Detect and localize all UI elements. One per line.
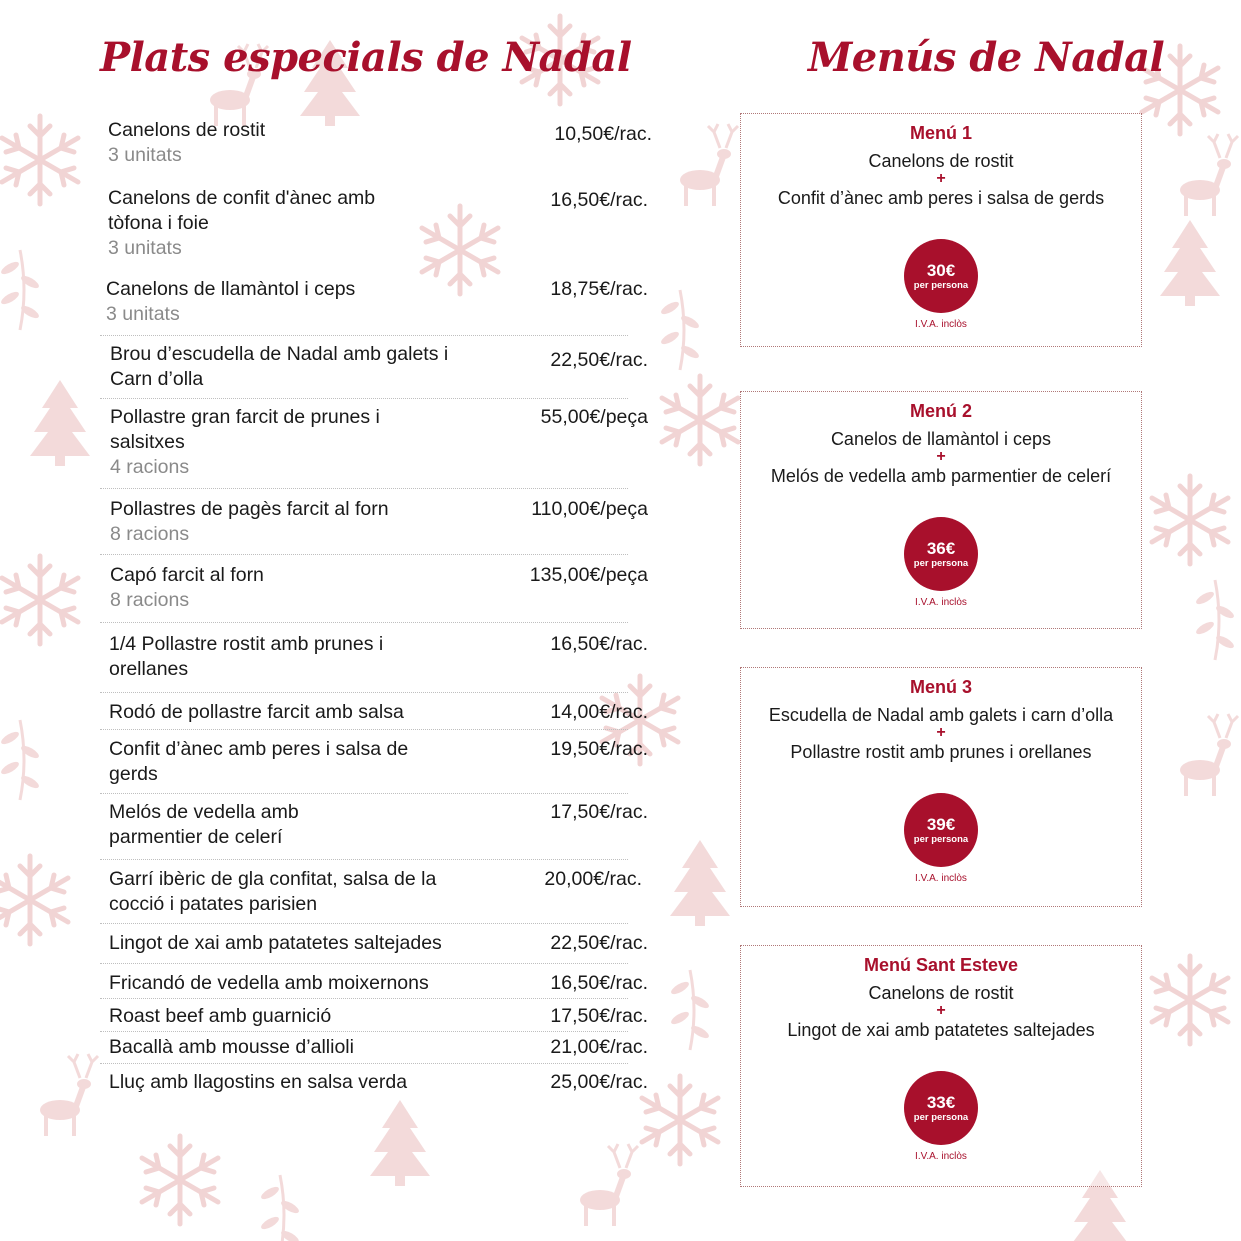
dish-separator: [100, 859, 628, 860]
dish-portion: 3 unitats: [108, 237, 182, 259]
dish-price: 19,50€/rac.: [550, 738, 648, 760]
dish-separator: [100, 923, 628, 924]
dish-separator: [100, 398, 628, 399]
dish-name: Pollastre gran farcit de prunes i salsitxes: [110, 406, 380, 453]
menu-first-course: Escudella de Nadal amb galets i carn d’olla: [768, 705, 1114, 725]
dish-name: Canelons de llamàntol i ceps: [106, 278, 356, 300]
price-badge: [904, 239, 978, 313]
dish-price: 17,50€/rac.: [550, 801, 648, 823]
dish-price: 20,00€/rac.: [544, 868, 642, 890]
dish-separator: [100, 335, 628, 336]
dish-separator: [100, 488, 628, 489]
vat-note: I.V.A. inclòs: [915, 873, 967, 884]
vat-note: I.V.A. inclòs: [915, 597, 967, 608]
price-badge: [904, 793, 978, 867]
dish-name: Canelons de confit d'ànec amb tòfona i foie: [108, 187, 376, 234]
dish-name: Fricandó de vedella amb moixernons: [109, 972, 429, 994]
dish-price: 110,00€/peça: [531, 498, 648, 520]
menu-price: 39€: [926, 814, 956, 834]
dish-name: Brou d’escudella de Nadal amb galets i Carn d’olla: [110, 343, 449, 390]
menu-second-course: Lingot de xai amb patatetes saltejades: [787, 1020, 1095, 1040]
dish-name: Canelons de rostit: [108, 119, 266, 141]
dish-portion: 3 unitats: [106, 303, 180, 325]
menu-second-course: Pollastre rostit amb prunes i orellanes: [790, 742, 1092, 762]
dish-separator: [100, 1031, 628, 1032]
dish-portion: 8 racions: [110, 589, 190, 611]
dish-portion: 3 unitats: [108, 144, 182, 166]
dish-separator: [100, 622, 628, 623]
dish-price: 22,50€/rac.: [550, 349, 648, 371]
dish-name: Pollastres de pagès farcit al forn: [110, 498, 389, 520]
per-person-label: per persona: [913, 557, 969, 569]
dish-price: 16,50€/rac.: [550, 189, 648, 211]
dish-separator: [100, 963, 628, 964]
menu-title: Menú 3: [909, 677, 972, 697]
dish-separator: [100, 998, 628, 999]
menu-card-1: [740, 113, 1142, 347]
menu-first-course: Canelons de rostit: [868, 151, 1014, 171]
dish-price: 18,75€/rac.: [550, 278, 648, 300]
menu-title: Menú Sant Esteve: [863, 955, 1019, 975]
menu-card-2: [740, 391, 1142, 629]
menu-price: 30€: [926, 260, 956, 280]
dish-name: Confit d’ànec amb peres i salsa de gerds: [109, 738, 409, 785]
dish-price: 135,00€/peça: [529, 564, 648, 586]
dish-name: Lluç amb llagostins en salsa verda: [109, 1071, 408, 1093]
dish-price: 22,50€/rac.: [550, 932, 648, 954]
dish-name: Lingot de xai amb patatetes saltejades: [109, 932, 442, 954]
plus-icon: +: [936, 1002, 946, 1019]
menu-price: 36€: [926, 538, 956, 558]
dish-name: Rodó de pollastre farcit amb salsa: [109, 701, 404, 723]
dish-separator: [100, 554, 628, 555]
dish-separator: [100, 1063, 628, 1064]
dish-name: Melós de vedella amb parmentier de celerí: [109, 801, 299, 848]
menus-heading: Menús de Nadal: [808, 34, 1165, 81]
dish-separator: [100, 729, 628, 730]
menu-second-course: Melós de vedella amb parmentier de celerí: [770, 466, 1112, 486]
dish-price: 55,00€/peça: [540, 406, 648, 428]
specials-heading: Plats especials de Nadal: [100, 34, 632, 81]
per-person-label: per persona: [913, 1111, 969, 1123]
menu-title: Menú 2: [909, 401, 972, 421]
menu-second-course: Confit d’ànec amb peres i salsa de gerds: [777, 188, 1105, 208]
dish-name: Garrí ibèric de gla confitat, salsa de la cocció i patates parisien: [109, 868, 437, 915]
price-badge: [904, 1071, 978, 1145]
dish-price: 10,50€/rac.: [554, 123, 652, 145]
plus-icon: +: [936, 448, 946, 465]
dish-name: Capó farcit al forn: [110, 564, 264, 586]
menu-card-sant-esteve: [740, 945, 1142, 1187]
dish-price: 17,50€/rac.: [550, 1005, 648, 1027]
dish-name: 1/4 Pollastre rostit amb prunes i orellanes: [109, 633, 384, 680]
dish-price: 16,50€/rac.: [550, 633, 648, 655]
dish-separator: [100, 692, 628, 693]
dish-name: Bacallà amb mousse d’allioli: [109, 1036, 354, 1058]
vat-note: I.V.A. inclòs: [915, 1151, 967, 1162]
menu-first-course: Canelos de llamàntol i ceps: [830, 429, 1052, 449]
dish-separator: [100, 793, 628, 794]
menu-card-3: [740, 667, 1142, 907]
menu-price: 33€: [926, 1092, 956, 1112]
dish-price: 25,00€/rac.: [550, 1071, 648, 1093]
menu-first-course: Canelons de rostit: [868, 983, 1014, 1003]
dish-price: 14,00€/rac.: [550, 701, 648, 723]
plus-icon: +: [936, 170, 946, 187]
price-badge: [904, 517, 978, 591]
dish-price: 16,50€/rac.: [550, 972, 648, 994]
dish-price: 21,00€/rac.: [550, 1036, 648, 1058]
per-person-label: per persona: [913, 833, 969, 845]
dish-portion: 4 racions: [110, 456, 190, 478]
dish-name: Roast beef amb guarnició: [109, 1005, 332, 1027]
per-person-label: per persona: [913, 279, 969, 291]
plus-icon: +: [936, 724, 946, 741]
menu-title: Menú 1: [909, 123, 972, 143]
vat-note: I.V.A. inclòs: [915, 319, 967, 330]
dish-portion: 8 racions: [110, 523, 190, 545]
